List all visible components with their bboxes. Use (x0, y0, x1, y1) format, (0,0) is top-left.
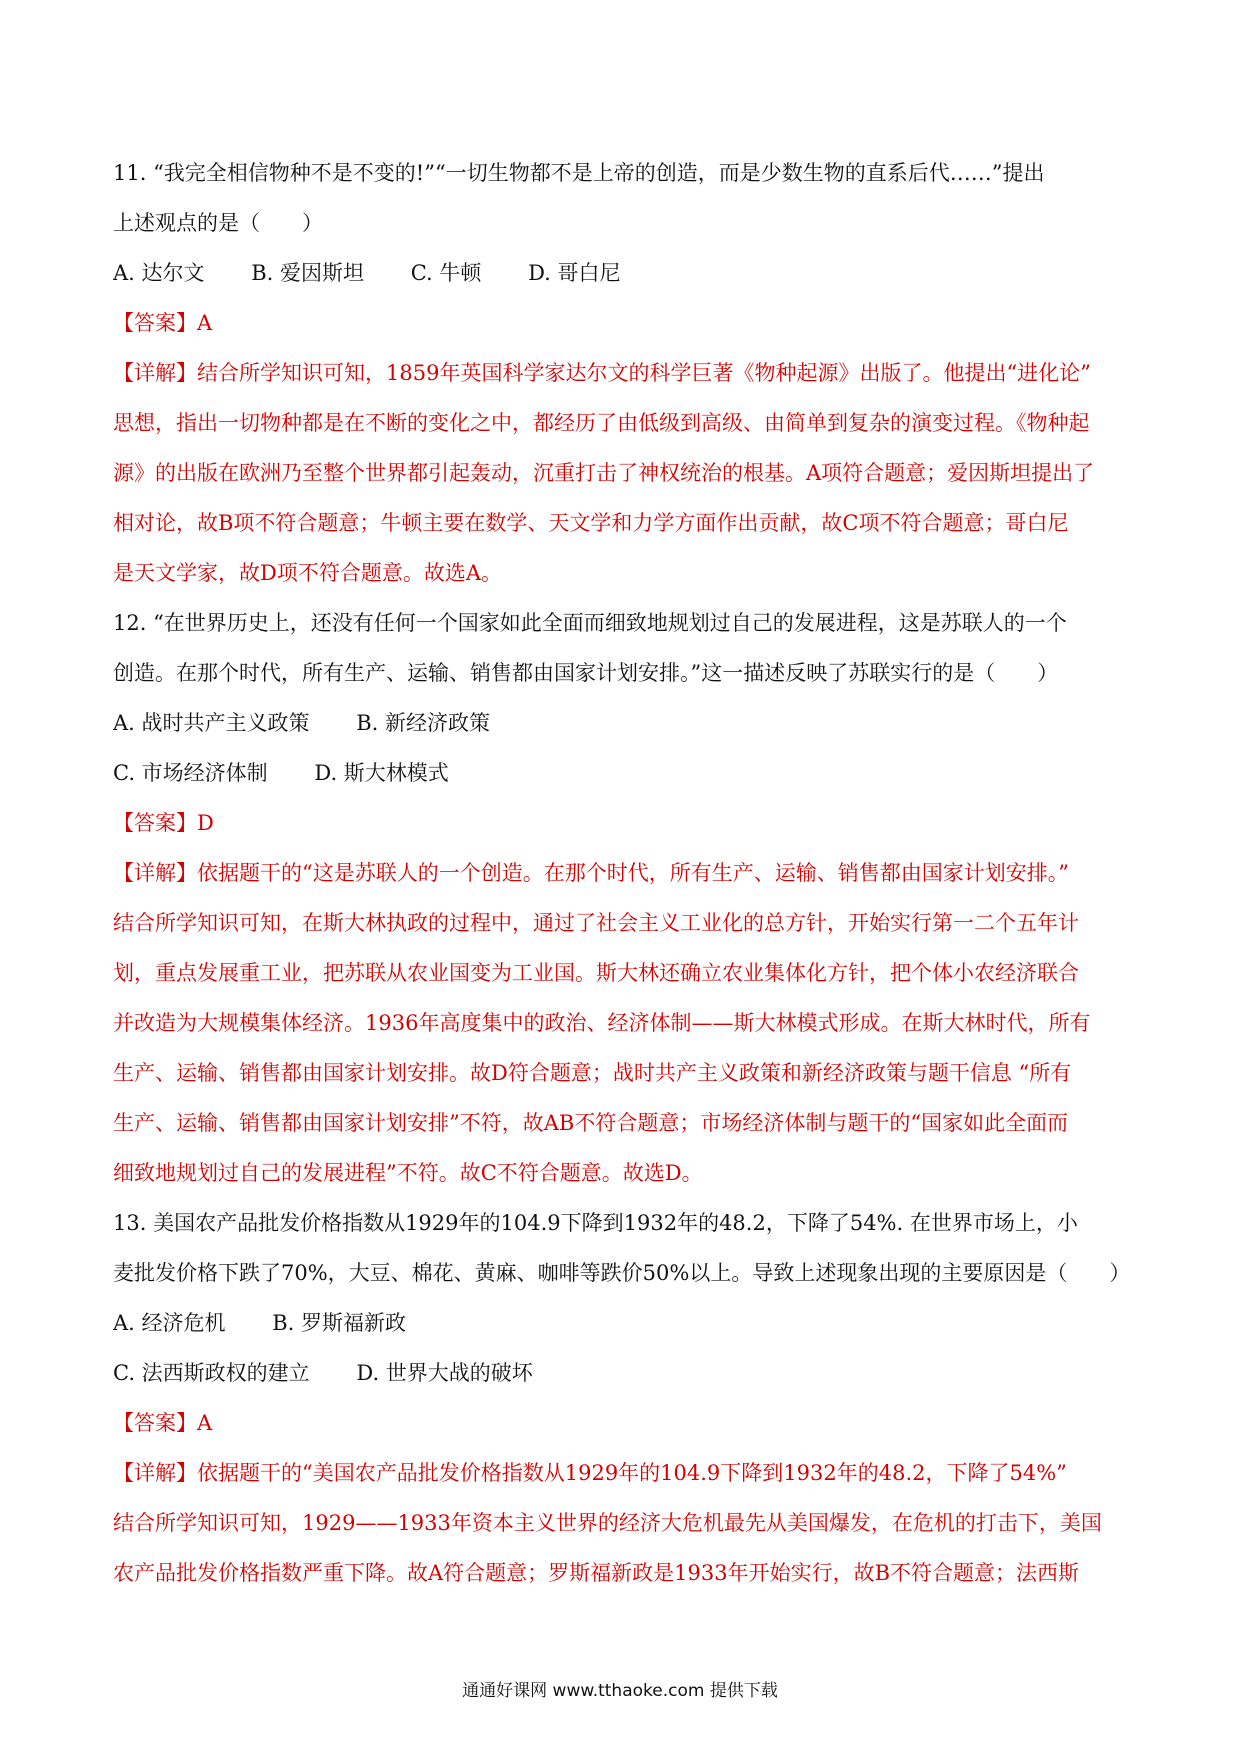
option-a: A. 达尔文 (113, 261, 205, 285)
explanation-line: 并改造为大规模集体经济。1936年高度集中的政治、经济体制——斯大林模式形成。在斯大林时代，所有 (113, 1011, 1091, 1035)
question-11 (113, 148, 1133, 598)
question-stem-line: 11. “我完全相信物种不是不变的!”“一切生物都不是上帝的创造，而是少数生物的直系后代……”提出 (113, 161, 1045, 185)
option-b: B. 罗斯福新政 (272, 1311, 407, 1335)
question-13 (113, 1198, 1133, 1598)
option-b: B. 新经济政策 (356, 711, 490, 735)
explanation-line: 源》的出版在欧洲乃至整个世界都引起轰动，沉重打击了神权统治的根基。A项符合题意；爱因斯坦提出了 (113, 461, 1095, 485)
explanation-line: 【详解】结合所学知识可知，1859年英国科学家达尔文的科学巨著《物种起源》出版了。他提出“进化论” (113, 361, 1091, 385)
question-stem-line: 12. “在世界历史上，还没有任何一个国家如此全面而细致地规划过自己的发展进程，这是苏联人的一个 (113, 611, 1067, 635)
answer-label: 【答案】D (113, 811, 214, 835)
explanation-line: 是天文学家，故D项不符合题意。故选A。 (113, 561, 503, 585)
options-row (113, 1348, 1133, 1398)
option-c: C. 法西斯政权的建立 (113, 1361, 310, 1385)
option-a: A. 经济危机 (113, 1311, 226, 1335)
explanation-line: 细致地规划过自己的发展进程”不符。故C不符合题意。故选D。 (113, 1161, 703, 1185)
option-d: D. 世界大战的破坏 (356, 1361, 533, 1385)
options-row (113, 698, 1133, 748)
options-row (113, 1298, 1133, 1348)
explanation-line: 【详解】依据题干的“美国农产品批发价格指数从1929年的104.9下降到1932年的48.2，下降了54%” (113, 1461, 1067, 1485)
page-footer: 通通好课网 www.tthaoke.com 提供下载 (462, 1681, 778, 1701)
explanation-line: 结合所学知识可知，在斯大林执政的过程中，通过了社会主义工业化的总方针，开始实行第一二个五年计 (113, 911, 1079, 935)
question-stem-line: 13. 美国农产品批发价格指数从1929年的104.9下降到1932年的48.2，下降了54%. 在世界市场上，小 (113, 1211, 1078, 1235)
answer-label: 【答案】A (113, 1411, 213, 1435)
question-12 (113, 598, 1133, 1198)
option-b: B. 爱因斯坦 (251, 261, 365, 285)
explanation-line: 思想，指出一切物种都是在不断的变化之中，都经历了由低级到高级、由简单到复杂的演变过程。《物种起 (113, 411, 1090, 435)
options-row (113, 748, 1133, 798)
explanation-line: 【详解】依据题干的“这是苏联人的一个创造。在那个时代，所有生产、运输、销售都由国家计划安排。” (113, 861, 1069, 885)
explanation-line: 相对论，故B项不符合题意；牛顿主要在数学、天文学和力学方面作出贡献，故C项不符合题意；哥白尼 (113, 511, 1069, 535)
explanation-line: 生产、运输、销售都由国家计划安排”不符，故AB不符合题意；市场经济体制与题干的“国家如此全面而 (113, 1111, 1069, 1135)
explanation-line: 生产、运输、销售都由国家计划安排。故D符合题意；战时共产主义政策和新经济政策与题干信息 “所有 (113, 1061, 1072, 1085)
explanation-line: 结合所学知识可知，1929——1933年资本主义世界的经济大危机最先从美国爆发，在危机的打击下，美国 (113, 1511, 1102, 1535)
explanation-line: 农产品批发价格指数严重下降。故A符合题意；罗斯福新政是1933年开始实行，故B不符合题意；法西斯 (113, 1561, 1080, 1585)
option-a: A. 战时共产主义政策 (113, 711, 310, 735)
option-d: D. 斯大林模式 (314, 761, 449, 785)
explanation-line: 划，重点发展重工业，把苏联从农业国变为工业国。斯大林还确立农业集体化方针，把个体小农经济联合 (113, 961, 1079, 985)
option-c: C. 市场经济体制 (113, 761, 268, 785)
question-stem-line: 上述观点的是（ ） (113, 211, 323, 235)
question-stem-line: 创造。在那个时代，所有生产、运输、销售都由国家计划安排。”这一描述反映了苏联实行的是（ ） (113, 661, 1059, 685)
option-d: D. 哥白尼 (528, 261, 621, 285)
question-stem-line: 麦批发价格下跌了70%，大豆、棉花、黄麻、咖啡等跌价50%以上。导致上述现象出现的主要原因是（ ） (113, 1261, 1131, 1285)
option-c: C. 牛顿 (410, 261, 482, 285)
answer-label: 【答案】A (113, 311, 213, 335)
question-list (113, 148, 1133, 1598)
options-row (113, 248, 1133, 298)
